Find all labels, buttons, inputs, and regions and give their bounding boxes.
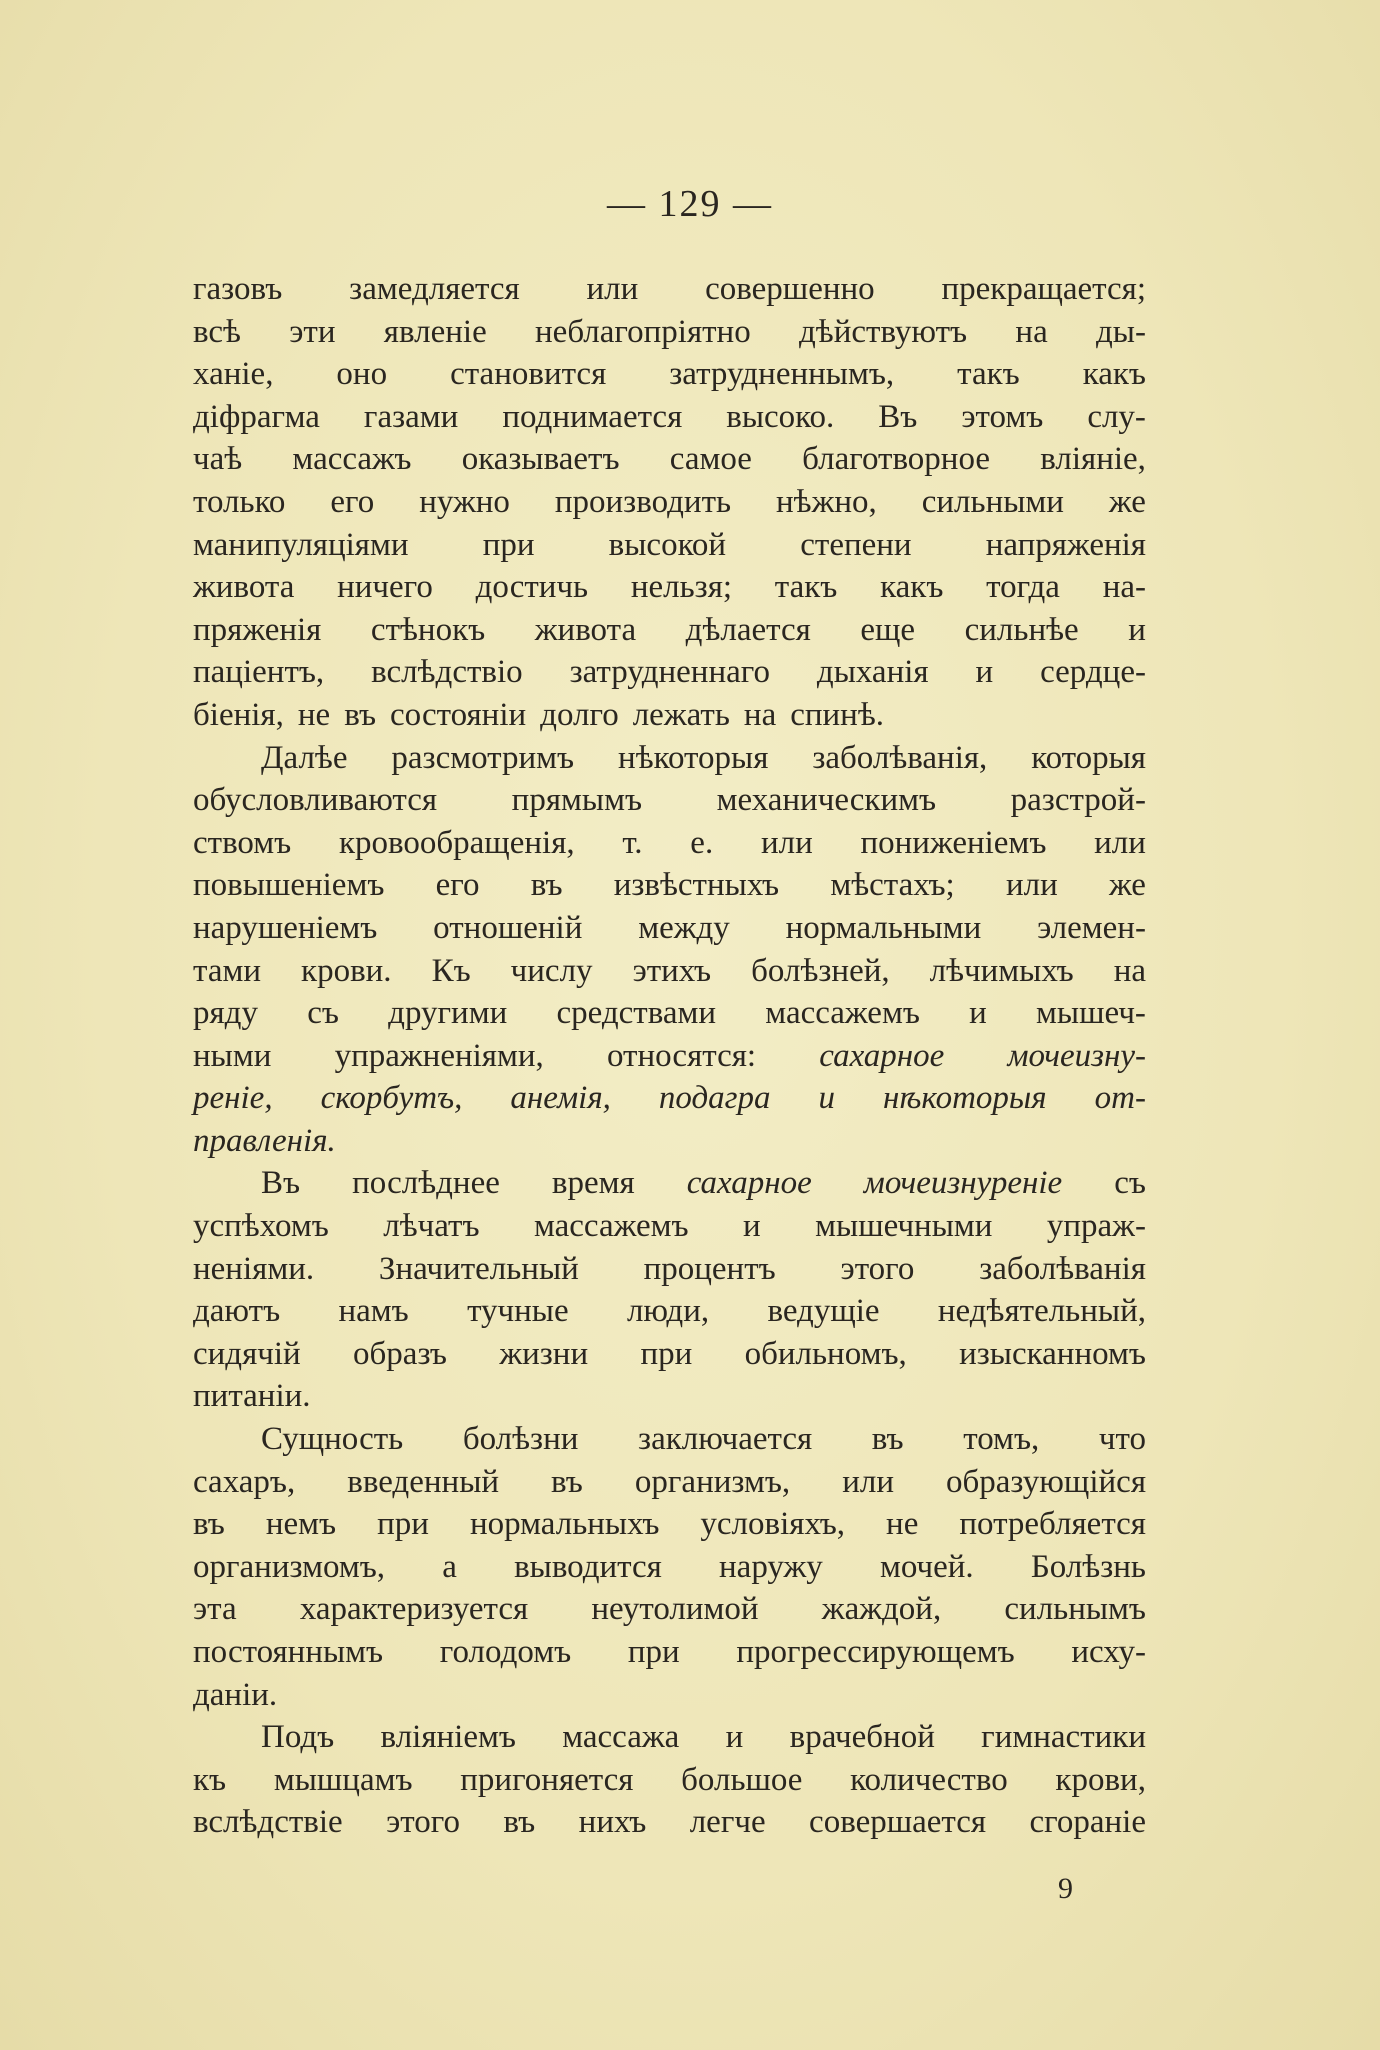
word: въ (551, 1463, 583, 1500)
page-number: — 129 — (607, 183, 773, 225)
text-line (193, 1375, 1146, 1418)
word: прямымъ (511, 782, 643, 819)
word: въ (530, 867, 563, 904)
word: паціентъ, (193, 654, 325, 691)
word: нарушеніемъ (193, 909, 378, 946)
word: пряженія (193, 611, 322, 648)
word: только (193, 483, 286, 520)
text-line (193, 651, 1146, 694)
text-line (193, 609, 1146, 652)
word: и (969, 995, 987, 1032)
word: высокой (608, 526, 727, 563)
word: заболѣванія, (812, 739, 988, 776)
word: мѣстахъ; (830, 867, 955, 904)
text-line (193, 1631, 1146, 1674)
word: сильнѣе (964, 611, 1079, 648)
word: такъ (957, 356, 1020, 393)
word: упражненіями, (334, 1037, 544, 1074)
word: на (1113, 952, 1146, 989)
word: дыханія (816, 654, 929, 691)
word: мышечными (815, 1208, 993, 1245)
word: благотворное (802, 441, 991, 478)
word: нельзя; (630, 569, 733, 606)
word: массажемъ (533, 1208, 689, 1245)
word: сгораніе (1029, 1804, 1146, 1841)
word: мочеизнуреніе (863, 1165, 1063, 1202)
word: Далѣе (261, 739, 348, 776)
word: ряду (193, 995, 258, 1032)
word: не (297, 696, 331, 733)
word: Болѣзнь (1030, 1548, 1146, 1585)
word: жизни (499, 1335, 589, 1372)
text-line (193, 694, 1146, 737)
word: же (1108, 867, 1146, 904)
word: спинѣ. (790, 696, 885, 733)
word: съ (307, 995, 339, 1032)
text-line (193, 1120, 1146, 1163)
word: реніе, (193, 1080, 273, 1117)
word: сидячій (193, 1335, 301, 1372)
word: упраж- (1046, 1208, 1146, 1245)
word: тучные (467, 1293, 569, 1330)
text-line (193, 566, 1146, 609)
word: этихъ (632, 952, 712, 989)
word: неутолимой (591, 1591, 759, 1628)
word: средствами (556, 995, 717, 1032)
word: и (818, 1080, 836, 1117)
word: нѣкоторыя (883, 1080, 1047, 1117)
word: напряженія (985, 526, 1146, 563)
word: эта (193, 1591, 237, 1628)
word: обусловливаются (193, 782, 438, 819)
word: Въ (261, 1165, 301, 1202)
word: на (1015, 313, 1048, 350)
word: явленіе (383, 313, 487, 350)
word: или (586, 271, 639, 307)
word: характеризуется (299, 1591, 529, 1628)
word: манипуляціями (193, 526, 409, 563)
word: еще (860, 611, 916, 648)
word: сахарное (819, 1037, 945, 1074)
word: разстрой- (1010, 782, 1146, 819)
word: крови. (301, 952, 392, 989)
word: пригоняется (460, 1761, 634, 1798)
word: этого (840, 1250, 915, 1287)
word: заключается (638, 1421, 813, 1458)
word: что (1098, 1421, 1146, 1458)
word: анемія, (510, 1080, 611, 1117)
word: достичь (475, 569, 589, 606)
word: томъ, (963, 1421, 1040, 1458)
word: и (975, 654, 994, 691)
word: нѣкоторыя (618, 739, 769, 776)
word: намъ (338, 1293, 409, 1330)
word: отношеній (433, 909, 583, 946)
word: Къ (431, 952, 471, 989)
word: такъ (774, 569, 838, 606)
text-line (193, 268, 1146, 311)
word: неніями. (193, 1250, 315, 1287)
word: заболѣванія (979, 1250, 1146, 1287)
word: пониженіемъ (860, 824, 1047, 861)
word: наружу (719, 1548, 823, 1585)
word: самое (669, 441, 752, 478)
text-line (193, 1205, 1146, 1248)
word: даютъ (193, 1293, 281, 1330)
word: процентъ (643, 1250, 776, 1287)
word: какъ (880, 569, 944, 606)
word: правленія. (193, 1122, 336, 1159)
text-line (193, 1716, 1146, 1759)
word: нихъ (578, 1804, 647, 1841)
word: нормальныхъ (469, 1506, 660, 1543)
word: состояніи (390, 696, 527, 733)
word: его (435, 867, 480, 904)
word: другими (388, 995, 508, 1032)
text-line (193, 1248, 1146, 1291)
word: немъ (265, 1506, 337, 1543)
text-line (193, 1162, 1146, 1205)
word: эти (289, 313, 336, 350)
text-line (193, 1333, 1146, 1376)
word: становится (450, 356, 607, 393)
word: этомъ (961, 398, 1044, 435)
text-line (193, 1461, 1146, 1504)
text-line (193, 992, 1146, 1035)
word: сахаръ, (193, 1463, 296, 1500)
word: къ (193, 1761, 227, 1798)
word: прекращается; (941, 271, 1146, 307)
word: и (743, 1208, 761, 1245)
word: организмъ, (634, 1463, 791, 1500)
word: от- (1094, 1080, 1146, 1117)
word: болѣзни (462, 1421, 579, 1458)
word: питаніи. (193, 1378, 311, 1415)
word: тогда (986, 569, 1060, 606)
word: жаждой, (821, 1591, 942, 1628)
word: болѣзней, (751, 952, 890, 989)
word: ханіе, (193, 356, 274, 393)
word: подагра (658, 1080, 771, 1117)
word: Значительный (378, 1250, 579, 1287)
word: недѣятельный, (937, 1293, 1146, 1330)
word: врачебной (789, 1719, 935, 1756)
word: массажемъ (765, 995, 920, 1032)
word: или (1005, 867, 1058, 904)
word: вліяніемъ (380, 1719, 516, 1756)
word: въ (871, 1421, 904, 1458)
word: е. (690, 824, 714, 861)
word: въ (344, 696, 377, 733)
word: этого (386, 1804, 460, 1841)
word: образующійся (946, 1463, 1146, 1500)
word: при (627, 1634, 680, 1670)
word: Сущность (261, 1421, 404, 1458)
word: оказываетъ (461, 441, 620, 478)
word: лѣчимыхъ (929, 952, 1074, 989)
word: мочеизну- (1007, 1037, 1146, 1074)
word: лежать (632, 696, 730, 733)
word: сахарное (686, 1165, 812, 1202)
word: гимнастики (981, 1719, 1146, 1756)
word: какъ (1082, 356, 1146, 393)
text-line (193, 737, 1146, 780)
word: механическимъ (716, 782, 937, 819)
word: относятся: (606, 1037, 757, 1074)
word: постояннымъ (193, 1634, 384, 1670)
word: діфрагма (193, 398, 320, 435)
word: сердце- (1040, 654, 1146, 691)
word: повышеніемъ (193, 867, 385, 904)
word: между (638, 909, 730, 946)
word: совершается (809, 1804, 987, 1841)
word: мышцамъ (273, 1761, 413, 1798)
word: долго (540, 696, 619, 733)
word: и (1128, 611, 1146, 648)
text-line (193, 396, 1146, 439)
text-line (193, 1801, 1146, 1844)
text-line (193, 822, 1146, 865)
word: ведущіе (767, 1293, 880, 1330)
word: введенный (347, 1463, 500, 1500)
signature-mark: 9 (1058, 1872, 1073, 1905)
word: сильнымъ (1004, 1591, 1146, 1628)
word: стѣнокъ (370, 611, 486, 648)
word: изысканномъ (959, 1335, 1146, 1372)
word: образъ (353, 1335, 447, 1372)
word: разсмотримъ (391, 739, 575, 776)
word: газовъ (193, 271, 283, 307)
word: съ (1114, 1165, 1146, 1202)
word: элемен- (1037, 909, 1146, 946)
word: организмомъ, (193, 1548, 386, 1585)
text-line (193, 779, 1146, 822)
word: нормальными (785, 909, 982, 946)
text-line (193, 353, 1146, 396)
text-line (193, 1077, 1146, 1120)
word: ствомъ (193, 824, 292, 861)
text-line (193, 907, 1146, 950)
word: или (842, 1463, 894, 1500)
word: исху- (1071, 1634, 1146, 1670)
word: время (551, 1165, 635, 1202)
word: въ (193, 1506, 225, 1543)
word: люди, (626, 1293, 710, 1330)
word: высоко. (726, 398, 835, 435)
word: вслѣдствіо (371, 654, 523, 691)
text-line (193, 1546, 1146, 1589)
word: замедляется (349, 271, 520, 307)
text-line (193, 524, 1146, 567)
word: голодомъ (439, 1634, 572, 1670)
word: которыя (1031, 739, 1146, 776)
word: въ (503, 1804, 536, 1841)
word: чаѣ (193, 441, 243, 478)
word: обильномъ, (744, 1335, 907, 1372)
word: т. (622, 824, 643, 861)
word: при (482, 526, 535, 563)
text-line (193, 864, 1146, 907)
text-line (193, 1035, 1146, 1078)
word: вслѣдствіе (193, 1804, 343, 1841)
word: затрудненнаго (569, 654, 770, 691)
text-line (193, 481, 1146, 524)
word: ды- (1096, 313, 1146, 350)
word: большое (681, 1761, 803, 1798)
word: даніи. (193, 1676, 278, 1713)
text-line (193, 950, 1146, 993)
word: сильными (921, 483, 1064, 520)
word: неблагопріятно (535, 313, 751, 350)
word: поднимается (502, 398, 683, 435)
word: крови, (1055, 1761, 1146, 1798)
word: вліяніе, (1040, 441, 1146, 478)
word: слу- (1087, 398, 1146, 435)
word: извѣстныхъ (613, 867, 780, 904)
word: условіяхъ, (700, 1506, 846, 1543)
body-text (193, 268, 1146, 1844)
word: газами (363, 398, 459, 435)
word: живота (534, 611, 637, 648)
word: затрудненнымъ, (669, 356, 895, 393)
word: производить (554, 483, 732, 520)
word: прогрессирующемъ (736, 1634, 1015, 1670)
text-line (193, 1588, 1146, 1631)
word: и (725, 1719, 744, 1756)
word: степени (800, 526, 912, 563)
word: оно (336, 356, 388, 393)
word: числу (510, 952, 593, 989)
word: успѣхомъ (193, 1208, 329, 1245)
word: нужно (419, 483, 510, 520)
word: послѣднее (352, 1165, 500, 1202)
word: не (886, 1506, 919, 1543)
word: всѣ (193, 313, 241, 350)
text-line (193, 1759, 1146, 1802)
word: массажа (562, 1719, 680, 1756)
word: массажъ (292, 441, 412, 478)
word: Въ (878, 398, 918, 435)
word: біенія, (193, 696, 284, 733)
word: нѣжно, (776, 483, 877, 520)
word: количество (850, 1761, 1008, 1798)
word: совершенно (705, 271, 875, 307)
text-line (193, 1290, 1146, 1333)
word: мышеч- (1036, 995, 1146, 1032)
word: потребляется (959, 1506, 1146, 1543)
word: живота (193, 569, 295, 606)
word: на (743, 696, 777, 733)
text-line (193, 1418, 1146, 1461)
text-line (193, 438, 1146, 481)
word: при (377, 1506, 429, 1543)
word: кровообращенія, (338, 824, 575, 861)
word: ными (193, 1037, 272, 1074)
word: мочей. (879, 1548, 974, 1585)
word: его (330, 483, 375, 520)
word: легче (689, 1804, 766, 1841)
word: ничего (337, 569, 433, 606)
word: скорбутъ, (320, 1080, 463, 1117)
text-line (193, 1674, 1146, 1717)
word: Подъ (261, 1719, 335, 1756)
text-line (193, 1503, 1146, 1546)
word: или (760, 824, 813, 861)
word: дѣлается (685, 611, 811, 648)
word: или (1094, 824, 1146, 861)
word: а (442, 1548, 457, 1585)
word: дѣйствуютъ (799, 313, 968, 350)
text-line (193, 311, 1146, 354)
word: тами (193, 952, 262, 989)
word: лѣчатъ (383, 1208, 480, 1245)
word: же (1108, 483, 1146, 520)
word: выводится (514, 1548, 662, 1585)
word: при (640, 1335, 693, 1372)
word: на- (1102, 569, 1146, 606)
